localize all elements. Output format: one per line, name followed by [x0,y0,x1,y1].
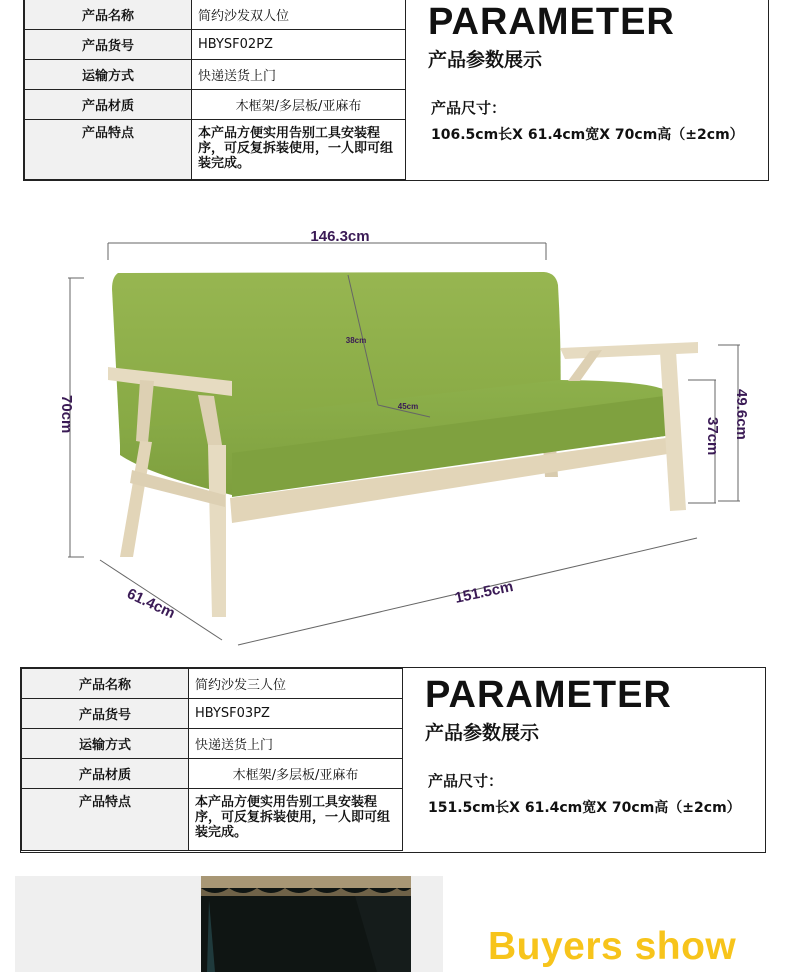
spec-key: 产品材质 [22,759,189,789]
size-info [431,97,744,144]
spec-value: 简约沙发双人位 [192,0,406,30]
spec-key: 产品名称 [25,0,192,30]
spec-value: 简约沙发三人位 [189,669,403,699]
right-armrest [560,342,698,359]
spec-row-sku [25,30,406,60]
spec-value: 本产品方便实用告别工具安装程序，可反复拆装使用，一人即可组装完成。 [192,120,406,180]
spec-row-material [25,90,406,120]
buyers-show-title: Buyers show [488,925,737,968]
spec-value: 快递送货上门 [189,729,403,759]
spec-key: 产品货号 [25,30,192,60]
spec-row-name [22,669,403,699]
spec-row-name [25,0,406,30]
parameter-heading [428,3,675,72]
spec-key: 产品名称 [22,669,189,699]
spec-value: 本产品方便实用告别工具安装程序，可反复拆装使用，一人即可组装完成。 [189,789,403,851]
spec-value: HBYSF02PZ [192,30,406,60]
spec-value: 快递送货上门 [192,60,406,90]
dim-height: 70cm [58,395,75,434]
spec-row-shipping [22,729,403,759]
spec-table [24,0,406,180]
size-label: 产品尺寸： [431,99,507,117]
spec-row-features [22,789,403,851]
parameter-title: PARAMETER [425,674,672,716]
spec-value: HBYSF03PZ [189,699,403,729]
spec-panel-three-seater [20,667,766,853]
size-value: 106.5cm长X 61.4cm宽X 70cm高（±2cm） [431,127,744,143]
size-info [428,770,741,817]
spec-key: 产品特点 [25,120,192,180]
parameter-heading [425,676,672,745]
spec-key: 产品材质 [25,90,192,120]
size-label: 产品尺寸： [428,772,504,790]
parameter-subtitle: 产品参数展示 [428,49,543,71]
size-value: 151.5cm长X 61.4cm宽X 70cm高（±2cm） [428,800,741,816]
dim-length: 151.5cm [453,577,515,607]
dim-back-height: 38cm [345,336,367,345]
left-front-leg [208,445,226,617]
spec-row-shipping [25,60,406,90]
spec-row-sku [22,699,403,729]
buyer-show-photo [15,876,443,972]
spec-key: 产品特点 [22,789,189,851]
spec-table [21,668,403,851]
dim-top-width: 146.3cm [310,228,370,245]
dim-seat-depth: 45cm [397,402,419,411]
buyer-photo-scene [15,876,443,972]
spec-row-material [22,759,403,789]
dim-arm-height: 49.6cm [733,389,750,440]
spec-key: 运输方式 [25,60,192,90]
spec-row-features [25,120,406,180]
spec-value: 木框架/多层板/亚麻布 [192,90,406,120]
sofa-dimension-diagram [0,205,790,655]
spec-value: 木框架/多层板/亚麻布 [189,759,403,789]
parameter-subtitle: 产品参数展示 [425,722,540,744]
spec-panel-two-seater [23,0,769,181]
dim-depth: 61.4cm [124,585,178,623]
spec-key: 产品货号 [22,699,189,729]
parameter-title: PARAMETER [428,1,675,43]
dim-seat-height: 37cm [704,417,721,456]
spec-key: 运输方式 [22,729,189,759]
